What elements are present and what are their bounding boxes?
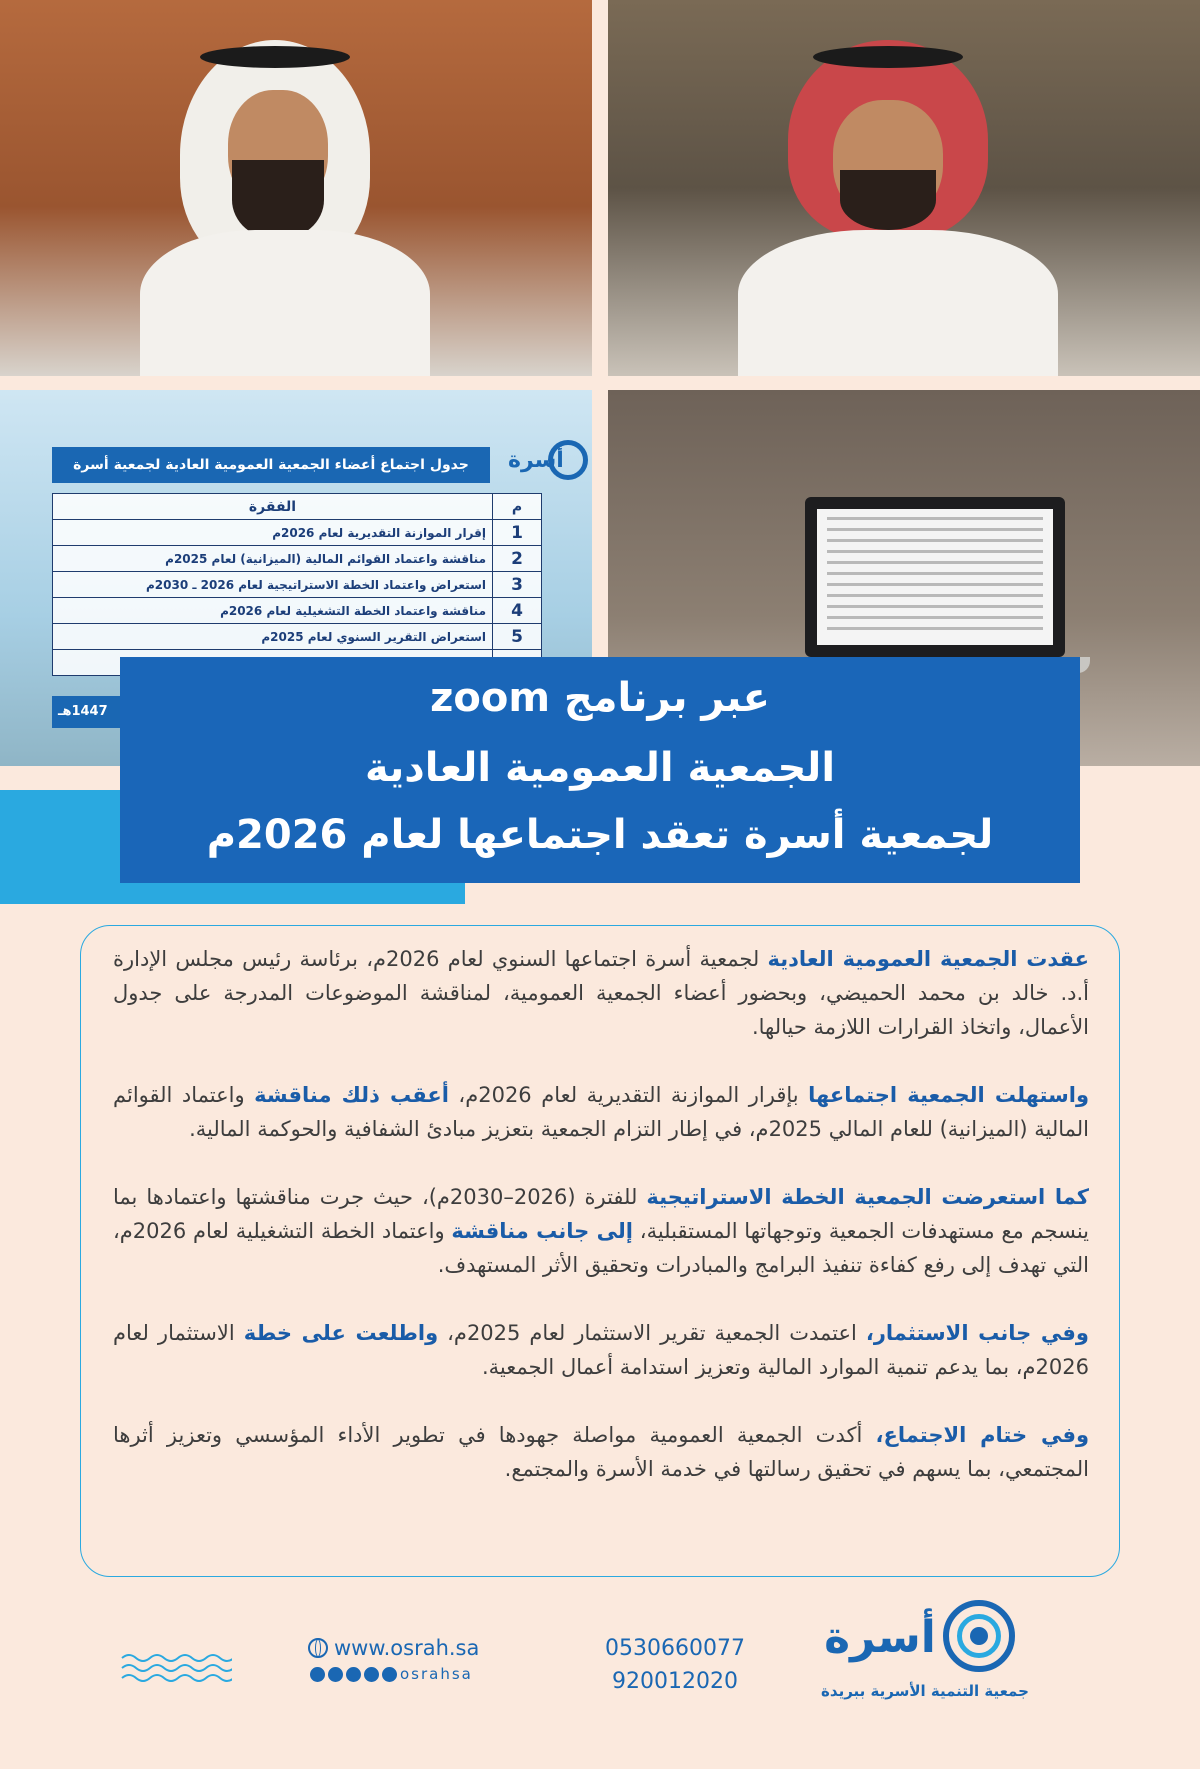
agenda-col-item: الفقرة [53,494,493,520]
table-row [53,598,542,624]
footer-logo-text: أسرة [824,1612,936,1663]
paragraph-5 [113,1418,1089,1486]
paragraph-text-2: الاستثمار لعام 2026م، بما يدعم تنمية الموارد المالية وتعزيز استدامة أعمال الجمعية. [113,1321,1089,1379]
agenda-col-num: م [493,494,542,520]
tiktok-icon[interactable] [346,1667,361,1682]
laptop-screen [805,497,1065,657]
paragraph-3 [113,1180,1089,1282]
agenda-title: جدول اجتماع أعضاء الجمعية العمومية العادية لجمعية أسرة [52,447,490,483]
paragraph-text-2: واعتماد الخطة التشغيلية لعام 2026م، التي تهدف إلى رفع كفاءة تنفيذ البرامج والمبادرات وتحقيق الأثر المستهدف. [113,1219,1089,1277]
paragraph-lead: وفي جانب الاستثمار، [865,1321,1089,1345]
agenda-row-item: استعراض التقرير السنوي لعام 2025م [53,624,493,650]
footer-logo [815,1600,1035,1710]
paragraph-text: للفترة (2026–2030م)، حيث جرت مناقشتها واعتمادها بما ينسجم مع مستهدفات الجمعية وتوجهاتها المستقبلية، [113,1185,1089,1243]
paragraph-text: اعتمدت الجمعية تقرير الاستثمار لعام 2025م، [438,1321,866,1345]
paragraph-lead-2: أعقب ذلك مناقشة [254,1083,449,1107]
photo-attendee-1 [0,0,592,376]
paragraph-lead: واستهلت الجمعية اجتماعها [808,1083,1090,1107]
website-text: www.osrah.sa [334,1636,480,1660]
agenda-row-num: 4 [493,598,542,624]
paragraph-2 [113,1078,1089,1146]
banner-line-1: عبر برنامج zoom [430,675,770,721]
laptop-document [817,509,1053,645]
paragraph-text: لجمعية أسرة اجتماعها السنوي لعام 2026م، برئاسة رئيس مجلس الإدارة أ.د. خالد بن محمد الحميضي، وبحضور أعضاء الجمعية العمومية، لمناقشة الموضوعات المدرجة على جدول الأعمال، واتخاذ القرارات اللازمة حيالها. [113,947,1089,1039]
photo-attendee-2 [608,0,1200,376]
agenda-row-item: مناقشة واعتماد القوائم المالية (الميزانية) لعام 2025م [53,546,493,572]
agenda-row-num: 1 [493,520,542,546]
logo-rings-icon [943,1600,1015,1672]
table-row [53,624,542,650]
agenda-logo [508,440,588,484]
agenda-row-num: 5 [493,624,542,650]
agenda-row-item: استعراض واعتماد الخطة الاستراتيجية لعام 2026 ـ 2030م [53,572,493,598]
table-row [53,546,542,572]
waves-decoration-icon [120,1650,232,1686]
paragraph-lead: كما استعرضت الجمعية الخطة الاستراتيجية [646,1185,1089,1209]
globe-icon [308,1638,328,1658]
table-row [53,572,542,598]
article-box [80,925,1120,1577]
social-links[interactable] [310,1665,473,1683]
paragraph-text: بإقرار الموازنة التقديرية لعام 2026م، [448,1083,809,1107]
agenda-header-row [53,494,542,520]
agenda-table [52,493,542,676]
title-banner [120,657,1080,883]
agenda-logo-text: أسرة [508,448,564,473]
paragraph-lead: عقدت الجمعية العمومية العادية [767,947,1089,971]
x-icon[interactable] [382,1667,397,1682]
phone-numbers [600,1632,750,1698]
paragraph-text: أكدت الجمعية العمومية مواصلة جهودها في تطوير الأداء المؤسسي وتعزيز أثرها المجتمعي، بما يسهم في تحقيق رسالتها في خدمة الأسرة والمجتمع. [113,1423,1089,1481]
agenda-date: 1447هـ [52,696,138,728]
paragraph-lead: وفي ختام الاجتماع، [875,1423,1089,1447]
paragraph-4 [113,1316,1089,1384]
snapchat-icon[interactable] [364,1667,379,1682]
banner-line-3: لجمعية أسرة تعقد اجتماعها لعام 2026م [206,812,994,858]
paragraph-1 [113,942,1089,1044]
website-link[interactable] [308,1636,479,1660]
instagram-icon[interactable] [310,1667,325,1682]
phone-2[interactable]: 920012020 [612,1669,738,1694]
table-row [53,520,542,546]
paragraph-lead-2: إلى جانب مناقشة [451,1219,634,1243]
agenda-row-item: مناقشة واعتماد الخطة التشغيلية لعام 2026م [53,598,493,624]
agenda-row-num: 2 [493,546,542,572]
agenda-row-item: إقرار الموازنة التقديرية لعام 2026م [53,520,493,546]
youtube-icon[interactable] [328,1667,343,1682]
paragraph-lead-2: واطلعت على خطة [243,1321,439,1345]
agenda-row-num: 3 [493,572,542,598]
banner-line-2: الجمعية العمومية العادية [364,745,836,791]
phone-1[interactable]: 0530660077 [605,1636,745,1661]
paragraph-text-2: واعتماد القوائم المالية (الميزانية) للعام المالي 2025م، في إطار التزام الجمعية بتعزيز مبادئ الشفافية والحوكمة المالية. [113,1083,1089,1141]
social-handle: osrahsa [400,1665,473,1683]
footer-logo-subtitle: جمعية التنمية الأسرية ببريدة [821,1682,1029,1700]
logo-ring-icon [548,440,588,480]
